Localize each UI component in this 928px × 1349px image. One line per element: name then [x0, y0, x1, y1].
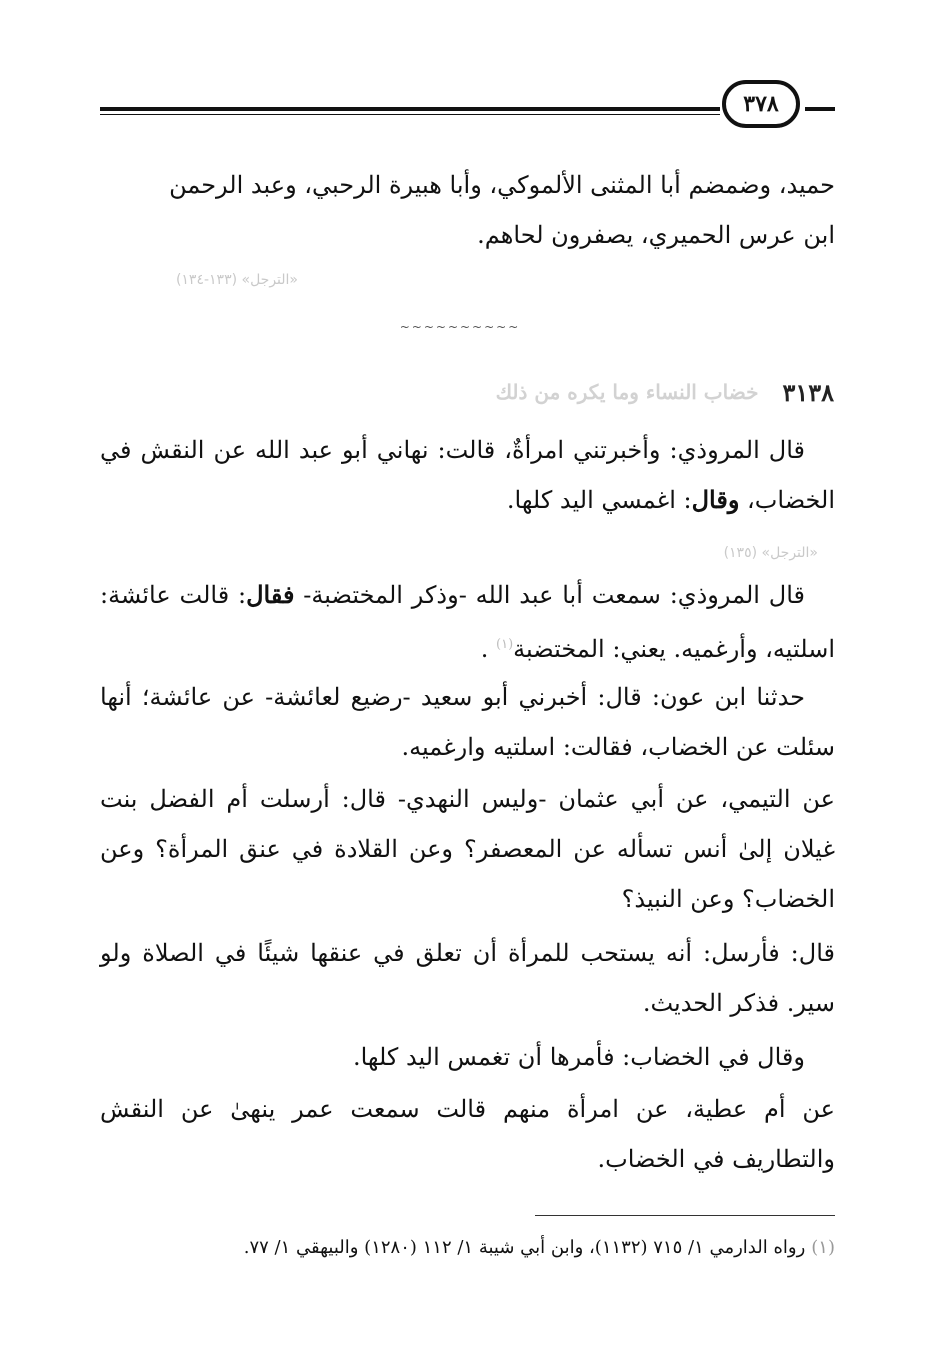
- para-7-text: عن أم عطية، عن امرأة منهم قالت سمعت عمر ينهىٰ عن النقش والتطاريف في الخضاب.: [100, 1095, 835, 1173]
- para-1-text-b: : اغمسي اليد كلها.: [506, 486, 692, 514]
- continuation-line-1: حميد، وضمضم أبا المثنى الألموكي، وأبا هبيرة الرحبي، وعبد الرحمن: [169, 171, 835, 199]
- para-2-text-a: قال المروذي: سمعت أبا عبد الله -وذكر المختضبة-: [294, 581, 805, 609]
- footnote-ref: (١): [496, 637, 514, 652]
- header-rule: [100, 107, 720, 111]
- para-1-bold: وقال: [691, 485, 740, 514]
- para-2-text-c: .: [480, 635, 497, 663]
- header-rule-right: [805, 107, 835, 111]
- page-number: ٣٧٨: [743, 91, 779, 117]
- paragraph-1: [100, 425, 835, 525]
- continuation-text: [100, 160, 835, 260]
- paragraph-3: [100, 672, 835, 772]
- footnote: [100, 1230, 835, 1266]
- paragraph-5: [100, 928, 835, 1028]
- page-header: [100, 78, 835, 128]
- footnote-rule: [535, 1215, 835, 1216]
- section-title: خضاب النساء وما يكره من ذلك: [495, 380, 759, 404]
- paragraph-7: [100, 1084, 835, 1184]
- faded-reference-2: «الترجل» (١٣٥): [723, 545, 818, 561]
- faded-reference-1: «الترجل» (١٣٣-١٣٤): [175, 272, 298, 288]
- continuation-line-2: ابن عرس الحميري، يصفرون لحاهم.: [477, 221, 835, 249]
- paragraph-6: [100, 1032, 835, 1082]
- para-2-text-b: : قالت عائشة: اسلتيه، وأرغميه. يعني: المختضبة: [100, 581, 835, 663]
- section-number: ٣١٣٨: [782, 377, 834, 407]
- section-heading: [270, 372, 838, 412]
- para-4-text: عن التيمي، عن أبي عثمان -وليس النهدي- قال: أرسلت أم الفضل بنت غيلان إلىٰ أنس تسأله عن المعصفر؟ وعن القلادة في عنق المرأة؟ وعن الخضاب؟ وعن النبيذ؟: [100, 785, 835, 913]
- para-1-text-a: قال المروذي: وأخبرتني امرأةٌ، قالت: نهاني أبو عبد الله عن النقش في الخضاب،: [100, 436, 835, 514]
- paragraph-2: [100, 570, 835, 674]
- paragraph-4: [100, 774, 835, 924]
- header-rule-thin: [100, 114, 720, 115]
- para-3-text: حدثنا ابن عون: قال: أخبرني أبو سعيد -رضيع لعائشة- عن عائشة؛ أنها سئلت عن الخضاب، فقالت: اسلتيه وارغميه.: [100, 683, 835, 761]
- footnote-marker: (١): [811, 1237, 835, 1258]
- footnote-text: رواه الدارمي ١/ ٧١٥ (١١٣٢)، وابن أبي شيبة ١/ ١١٢ (١٢٨٠) والبيهقي ١/ ٧٧.: [243, 1237, 806, 1258]
- para-6-text: وقال في الخضاب: فأمرها أن تغمس اليد كلها.: [352, 1043, 805, 1071]
- ornament-divider: ~~~~~~~~~~: [399, 320, 521, 334]
- para-2-bold: فقال: [246, 580, 295, 609]
- page-number-frame: [722, 80, 800, 128]
- para-5-text: قال: فأرسل: أنه يستحب للمرأة أن تعلق في عنقها شيئًا في الصلاة ولو سير. فذكر الحديث.: [100, 939, 835, 1017]
